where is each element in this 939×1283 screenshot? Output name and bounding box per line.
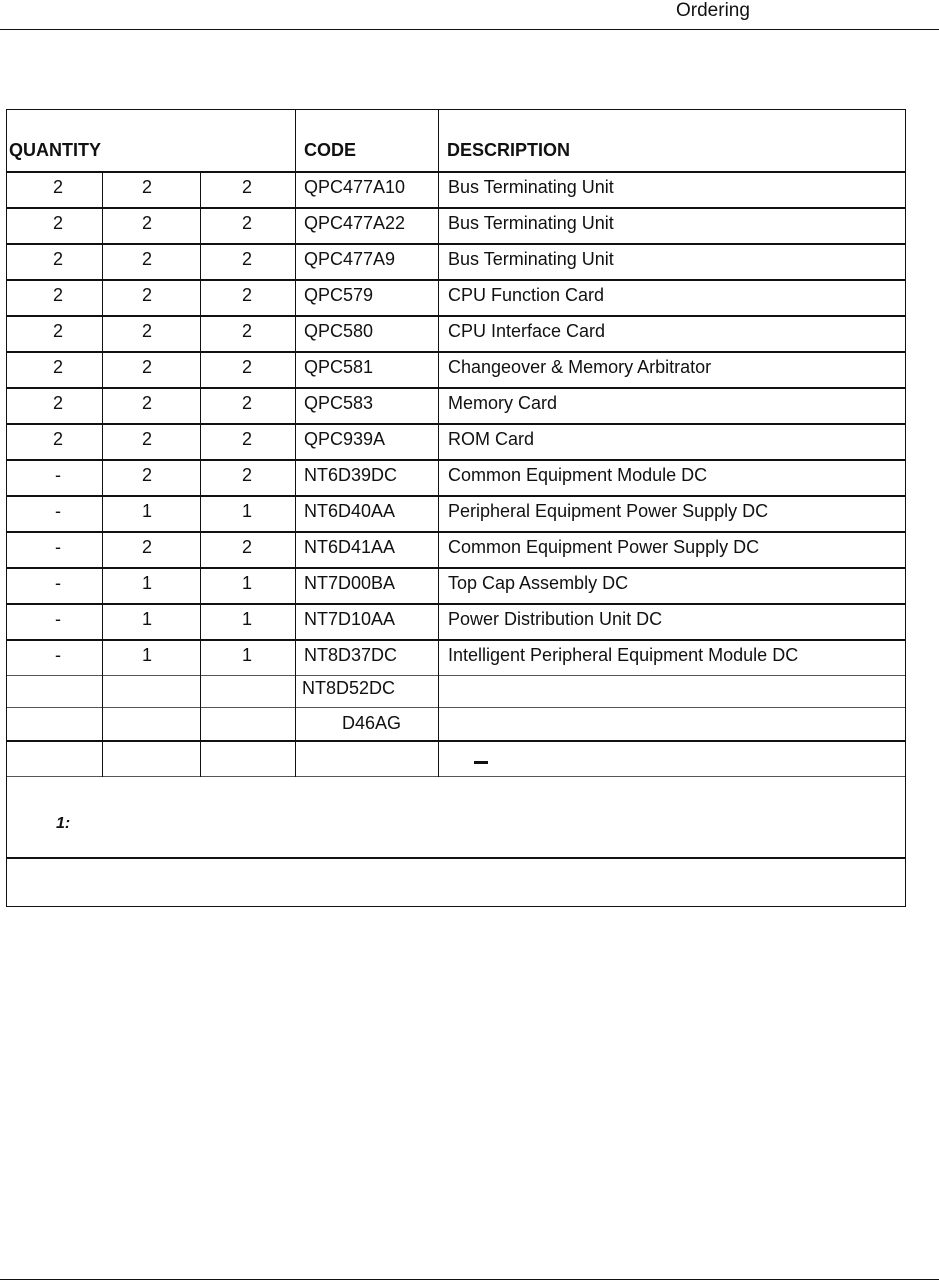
row-quantity-3: 2	[241, 285, 252, 305]
row-divider	[7, 423, 905, 425]
row-divider	[7, 740, 905, 742]
row-quantity-1: 2	[52, 249, 63, 269]
row-quantity-1: -	[55, 501, 61, 521]
row-divider	[7, 459, 905, 461]
row-divider	[7, 387, 905, 389]
row-divider	[7, 567, 905, 569]
row-description: Bus Terminating Unit	[448, 213, 614, 233]
column-divider	[438, 110, 439, 777]
row-quantity-3: 1	[241, 609, 252, 629]
row-quantity-2: 2	[141, 537, 152, 557]
row-code: QPC477A9	[304, 249, 396, 269]
footer-rule	[0, 1279, 939, 1280]
row-code: QPC477A10	[304, 177, 406, 197]
row-code: QPC939A	[304, 429, 386, 449]
row-description: Changeover & Memory Arbitrator	[448, 357, 712, 377]
row-divider	[7, 603, 905, 605]
column-divider	[295, 110, 296, 777]
row-divider	[7, 857, 905, 859]
row-quantity-2: 2	[141, 429, 152, 449]
row-quantity-1: -	[55, 609, 61, 629]
row-description: CPU Function Card	[448, 285, 605, 305]
row-code: QPC581	[304, 357, 374, 377]
row-quantity-3: 1	[241, 573, 252, 593]
page-header-title: Ordering	[676, 0, 750, 21]
row-description: CPU Interface Card	[448, 321, 606, 341]
row-quantity-2: 1	[141, 645, 152, 665]
row-divider	[7, 776, 905, 777]
row-divider	[7, 315, 905, 317]
row-quantity-1: 2	[52, 321, 63, 341]
row-quantity-2: 2	[141, 465, 152, 485]
row-description: Intelligent Peripheral Equipment Module DC	[448, 645, 799, 665]
row-quantity-3: 2	[241, 393, 252, 413]
row-quantity-1: 2	[52, 213, 63, 233]
row-quantity-3: 2	[241, 465, 252, 485]
row-quantity-1: -	[55, 537, 61, 557]
row-quantity-1: -	[55, 645, 61, 665]
row-quantity-3: 2	[241, 249, 252, 269]
row-code: QPC580	[304, 321, 374, 341]
row-quantity-3: 1	[241, 501, 252, 521]
row-code: NT8D52DC	[302, 678, 396, 698]
row-quantity-3: 2	[241, 213, 252, 233]
note-label: 1:	[56, 815, 71, 832]
row-divider	[7, 707, 905, 708]
row-quantity-1: 2	[52, 429, 63, 449]
row-quantity-3: 2	[241, 537, 252, 557]
row-quantity-3: 2	[241, 357, 252, 377]
row-quantity-2: 2	[141, 177, 152, 197]
row-code: NT6D39DC	[304, 465, 398, 485]
column-divider	[200, 171, 201, 777]
row-divider	[7, 639, 905, 641]
row-quantity-2: 2	[141, 213, 152, 233]
row-description: Peripheral Equipment Power Supply DC	[448, 501, 769, 521]
row-code: D46AG	[342, 713, 402, 733]
row-quantity-3: 2	[241, 177, 252, 197]
row-quantity-3: 2	[241, 429, 252, 449]
row-code: NT7D10AA	[304, 609, 396, 629]
row-code: QPC579	[304, 285, 374, 305]
row-divider	[7, 279, 905, 281]
row-code: NT6D40AA	[304, 501, 396, 521]
header-code: CODE	[304, 140, 357, 160]
row-description: Memory Card	[448, 393, 558, 413]
row-quantity-3: 2	[241, 321, 252, 341]
parts-table	[6, 109, 906, 907]
row-quantity-2: 2	[141, 357, 152, 377]
row-description: Top Cap Assembly DC	[448, 573, 629, 593]
row-description: Power Distribution Unit DC	[448, 609, 663, 629]
row-quantity-1: 2	[52, 177, 63, 197]
row-code: NT7D00BA	[304, 573, 396, 593]
row-quantity-2: 1	[141, 609, 152, 629]
header-quantity: QUANTITY	[9, 140, 101, 160]
row-quantity-1: 2	[52, 285, 63, 305]
header-description: DESCRIPTION	[447, 140, 571, 160]
row-code: QPC477A22	[304, 213, 406, 233]
row-divider	[7, 243, 905, 245]
row-divider	[7, 531, 905, 533]
row-code: NT8D37DC	[304, 645, 398, 665]
row-code: QPC583	[304, 393, 374, 413]
row-quantity-3: 1	[241, 645, 252, 665]
row-quantity-2: 1	[141, 573, 152, 593]
row-quantity-1: -	[55, 573, 61, 593]
row-divider	[7, 675, 905, 676]
row-quantity-2: 2	[141, 393, 152, 413]
row-quantity-2: 2	[141, 285, 152, 305]
header-divider	[7, 171, 905, 173]
column-divider	[102, 171, 103, 777]
header-rule	[0, 29, 939, 30]
row-quantity-2: 2	[141, 249, 152, 269]
row-divider	[7, 495, 905, 497]
row-description: Bus Terminating Unit	[448, 249, 614, 269]
row-description: Common Equipment Power Supply DC	[448, 537, 760, 557]
row-quantity-1: 2	[52, 357, 63, 377]
row-description: Bus Terminating Unit	[448, 177, 614, 197]
row-divider	[7, 351, 905, 353]
row-description: Common Equipment Module DC	[448, 465, 708, 485]
row-divider	[7, 207, 905, 209]
row-quantity-2: 1	[141, 501, 152, 521]
row-quantity-1: -	[55, 465, 61, 485]
row-quantity-1: 2	[52, 393, 63, 413]
row-description: ROM Card	[448, 429, 535, 449]
dash-mark	[474, 761, 488, 764]
row-quantity-2: 2	[141, 321, 152, 341]
row-code: NT6D41AA	[304, 537, 396, 557]
